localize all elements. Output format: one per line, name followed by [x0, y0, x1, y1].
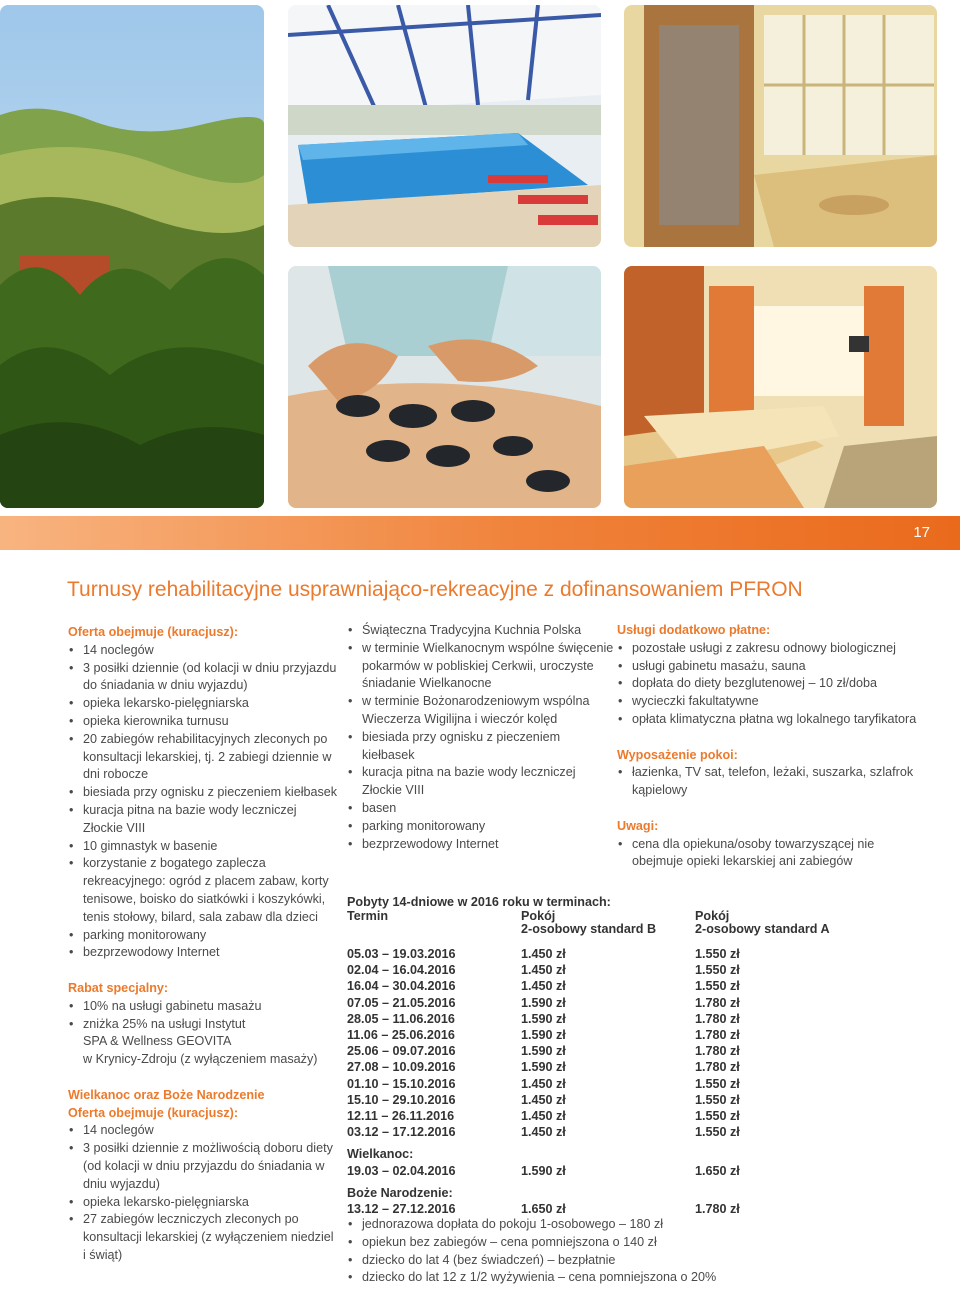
notes: [347, 1216, 907, 1287]
header-room-a-line2: 2-osobowy standard A: [695, 922, 830, 936]
row-termin: 07.05 – 21.05.2016: [347, 995, 456, 1010]
list-item: • jednorazowa dopłata do pokoju 1-osobowego – 180 zł: [347, 1216, 907, 1234]
row-termin: 25.06 – 09.07.2016: [347, 1044, 456, 1059]
row-price-b: 1.650 zł: [521, 1202, 566, 1217]
row-price-b: 1.590 zł: [521, 1011, 566, 1026]
row-price-a: 1.780 zł: [695, 1060, 740, 1075]
row-termin: 01.10 – 15.10.2016: [347, 1076, 456, 1091]
list-item: • kuracja pitna na bazie wody leczniczej Złockie VIII: [347, 764, 615, 800]
uslugi-heading: Usługi dodatkowo płatne:: [617, 623, 771, 637]
list-item: • usługi gabinetu masażu, sauna: [617, 658, 917, 676]
page-title: Turnusy rehabilitacyjne usprawniająco-rekreacyjne z dofinansowaniem PFRON: [67, 578, 803, 601]
list-item: • opieka lekarsko-pielęgniarska: [68, 1194, 338, 1212]
row-price-b: 1.590 zł: [521, 1028, 566, 1043]
photo-sauna: [624, 5, 937, 247]
uwagi-list: [617, 836, 917, 872]
list-item: • kuracja pitna na bazie wody leczniczej Złockie VIII: [68, 802, 338, 838]
list-item: • opieka lekarsko-pielęgniarska: [68, 695, 338, 713]
row-termin: 16.04 – 30.04.2016: [347, 979, 456, 994]
row-termin: 11.06 – 25.06.2016: [347, 1028, 455, 1043]
list-item: • 27 zabiegów leczniczych zleconych po konsultacji lekarskiej (z wyłączeniem niedziel i świąt): [68, 1211, 338, 1264]
list-item: • 10 gimnastyk w basenie: [68, 838, 338, 856]
column-right: [617, 622, 917, 871]
row-price-a: 1.550 zł: [695, 979, 740, 994]
row-price-a: 1.550 zł: [695, 1092, 740, 1107]
column-middle: [347, 622, 615, 853]
list-item: • biesiada przy ognisku z pieczeniem kiełbasek: [347, 729, 615, 765]
table-row: [347, 946, 907, 962]
row-price-a: 1.550 zł: [695, 1109, 740, 1124]
row-price-a: 1.780 zł: [695, 995, 740, 1010]
row-price-b: 1.590 zł: [521, 1163, 566, 1178]
row-termin: 13.12 – 27.12.2016: [347, 1202, 456, 1217]
list-item: • w terminie Wielkanocnym wspólne święcenie pokarmów w pobliskiej Cerkwii, uroczyste śniadanie Wielkanocne: [347, 640, 615, 693]
table-row: [347, 1076, 907, 1092]
wielkanoc-label: Wielkanoc:: [347, 1147, 414, 1162]
list-item: • 14 noclegów: [68, 642, 338, 660]
middle-list: [347, 622, 615, 853]
row-price-b: 1.590 zł: [521, 1060, 566, 1075]
table-row: [347, 1092, 907, 1108]
photo-countryside: [0, 5, 264, 508]
table-row: [347, 1163, 907, 1179]
row-price-b: 1.450 zł: [521, 963, 566, 978]
pricing-table: [347, 894, 907, 1217]
table-row: [347, 1043, 907, 1059]
table-row: [347, 1124, 907, 1140]
list-item: • 3 posiłki dziennie (od kolacji w dniu przyjazdu do śniadania w dniu wyjazdu): [68, 660, 338, 696]
uslugi-list: [617, 640, 917, 729]
row-price-b: 1.590 zł: [521, 1044, 566, 1059]
column-left: [68, 624, 338, 1265]
list-item: • 14 noclegów: [68, 1122, 338, 1140]
list-item: • opiekun bez zabiegów – cena pomniejszona o 140 zł: [347, 1234, 907, 1252]
wielkanoc-heading: Wielkanoc oraz Boże Narodzenie: [68, 1087, 265, 1102]
list-item: • bezprzewodowy Internet: [347, 836, 615, 854]
list-item: • zniżka 25% na usługi Instytut: [68, 1016, 338, 1034]
row-termin: 27.08 – 10.09.2016: [347, 1060, 456, 1075]
list-item: • 10% na usługi gabinetu masażu: [68, 998, 338, 1016]
list-item: • bezprzewodowy Internet: [68, 944, 338, 962]
header-room-a: [695, 910, 895, 936]
rabat-continuation: w Krynicy-Zdroju (z wyłączeniem masaży): [83, 1052, 318, 1067]
row-price-b: 1.450 zł: [521, 1092, 566, 1107]
row-termin: 03.12 – 17.12.2016: [347, 1125, 456, 1140]
photo-hotel-room: [624, 266, 937, 508]
table-row: [347, 995, 907, 1011]
pricing-header-row: [347, 910, 907, 936]
row-price-b: 1.450 zł: [521, 1076, 566, 1091]
pricing-rows: [347, 946, 907, 1140]
row-price-b: 1.450 zł: [521, 1125, 566, 1140]
list-item: • w terminie Bożonarodzeniowym wspólna Wieczerza Wigilijna i wieczór kolęd: [347, 693, 615, 729]
row-price-b: 1.450 zł: [521, 947, 566, 961]
row-termin: 19.03 – 02.04.2016: [347, 1163, 456, 1178]
oferta2-heading: Oferta obejmuje (kuracjusz):: [68, 1105, 239, 1120]
row-price-b: 1.450 zł: [521, 979, 566, 994]
list-item: • wycieczki fakultatywne: [617, 693, 917, 711]
bn-label: Boże Narodzenie:: [347, 1185, 453, 1200]
list-item: • opieka kierownika turnusu: [68, 713, 338, 731]
list-item: • opłata klimatyczna płatna wg lokalnego taryfikatora: [617, 711, 917, 729]
list-item: • Świąteczna Tradycyjna Kuchnia Polska: [347, 622, 615, 640]
list-item: • pozostałe usługi z zakresu odnowy biologicznej: [617, 640, 917, 658]
list-item: • biesiada przy ognisku z pieczeniem kiełbasek: [68, 784, 338, 802]
uwagi-heading: Uwagi:: [617, 818, 659, 833]
list-item: • łazienka, TV sat, telefon, leżaki, suszarka, szlafrok kąpielowy: [617, 764, 917, 800]
row-price-a: 1.650 zł: [695, 1163, 740, 1178]
row-price-a: 1.550 zł: [695, 947, 740, 961]
list-item: • 3 posiłki dziennie z możliwością doboru diety (od kolacji w dniu przyjazdu do śniadania w dniu wyjazdu): [68, 1140, 338, 1193]
oferta-list: [68, 642, 338, 962]
notes-list: [347, 1216, 907, 1287]
row-termin: 28.05 – 11.06.2016: [347, 1011, 455, 1026]
list-item: • basen: [347, 800, 615, 818]
row-termin: 02.04 – 16.04.2016: [347, 963, 456, 978]
row-termin: 15.10 – 29.10.2016: [347, 1092, 456, 1107]
photo-pool: [288, 5, 601, 247]
oferta2-list: [68, 1122, 338, 1264]
row-price-a: 1.550 zł: [695, 963, 740, 978]
row-price-a: 1.780 zł: [695, 1202, 740, 1217]
row-termin: 05.03 – 19.03.2016: [347, 947, 456, 961]
table-row: [347, 1059, 907, 1075]
row-price-a: 1.780 zł: [695, 1011, 740, 1026]
table-row: [347, 978, 907, 994]
page-number-band: [0, 516, 960, 550]
table-row: [347, 1027, 907, 1043]
wyposazenie-heading: Wyposażenie pokoi:: [617, 747, 738, 762]
header-room-a-line1: Pokój: [695, 909, 730, 923]
table-row: [347, 962, 907, 978]
table-row: [347, 1011, 907, 1027]
list-item: • parking monitorowany: [347, 818, 615, 836]
list-item: • 20 zabiegów rehabilitacyjnych zleconych po konsultacji lekarskiej, tj. 2 zabiegi dziennie w dni robocze: [68, 731, 338, 784]
row-price-a: 1.550 zł: [695, 1125, 740, 1140]
row-price-b: 1.450 zł: [521, 1109, 566, 1124]
list-item: • dziecko do lat 12 z 1/2 wyżywienia – cena pomniejszona o 20%: [347, 1269, 907, 1287]
list-item: • korzystanie z bogatego zaplecza rekreacyjnego: ogród z placem zabaw, korty tenisowe, boisko do siatkówki i koszykówki, tenis stołowy, bilard, sala zabaw dla dzieci: [68, 855, 338, 926]
photo-stone-massage: [288, 266, 601, 508]
page-number: 17: [913, 524, 930, 541]
pricing-heading: Pobyty 14-dniowe w 2016 roku w terminach:: [347, 895, 611, 909]
row-price-a: 1.780 zł: [695, 1028, 740, 1043]
row-price-a: 1.550 zł: [695, 1076, 740, 1091]
header-room-b-line2: 2-osobowy standard B: [521, 922, 657, 936]
rabat-continuation: SPA & Wellness GEOVITA: [83, 1034, 232, 1049]
row-price-b: 1.590 zł: [521, 995, 566, 1010]
list-item: • parking monitorowany: [68, 927, 338, 945]
header-room-b: [521, 910, 695, 936]
row-price-a: 1.780 zł: [695, 1044, 740, 1059]
table-row: [347, 1108, 907, 1124]
rabat-heading: Rabat specjalny:: [68, 980, 169, 995]
wyposazenie-list: [617, 764, 917, 800]
row-termin: 12.11 – 26.11.2016: [347, 1109, 455, 1124]
oferta-heading: Oferta obejmuje (kuracjusz):: [68, 625, 239, 639]
list-item: • cena dla opiekuna/osoby towarzyszącej nie obejmuje opieki lekarskiej ani zabiegów: [617, 836, 917, 872]
list-item: • dopłata do diety bezglutenowej – 10 zł/doba: [617, 675, 917, 693]
rabat-list: [68, 998, 338, 1034]
header-room-b-line1: Pokój: [521, 909, 556, 923]
table-row: [347, 1201, 907, 1217]
header-termin: Termin: [347, 909, 389, 923]
list-item: • dziecko do lat 4 (bez świadczeń) – bezpłatnie: [347, 1252, 907, 1270]
